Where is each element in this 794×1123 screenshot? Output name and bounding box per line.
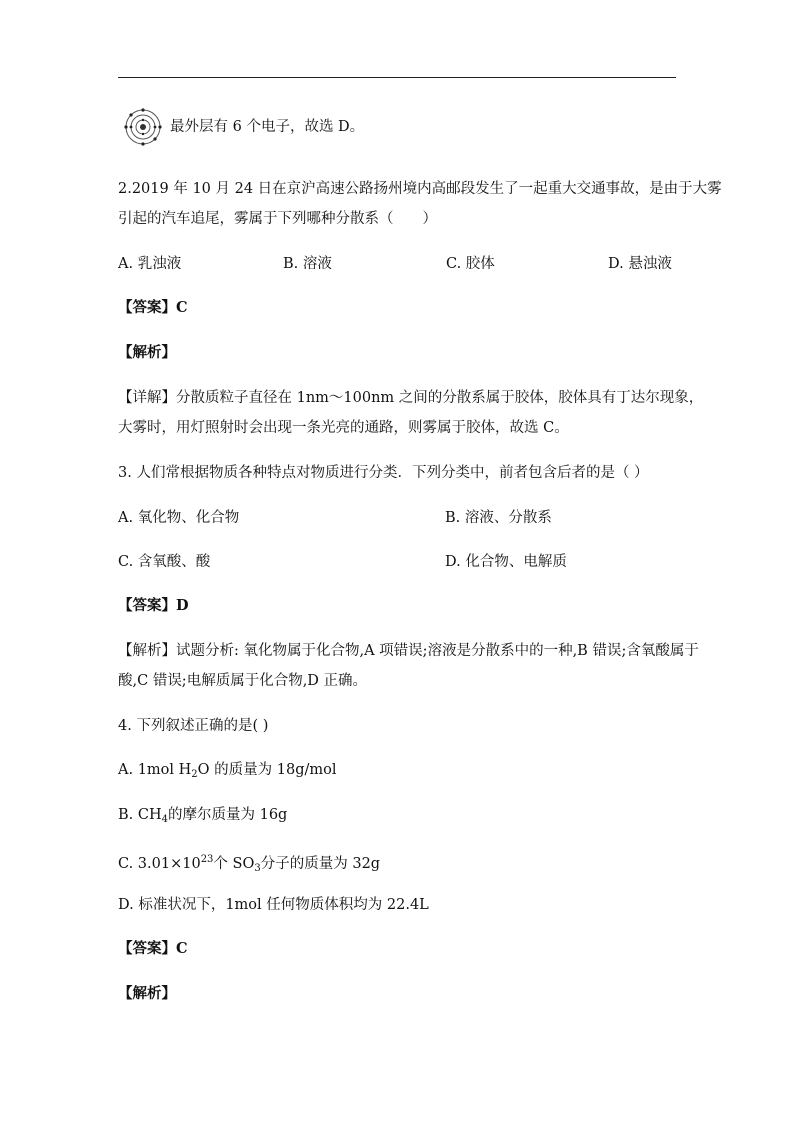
q3-analysis-line2: 酸,C 错误;电解质属于化合物,D 正确。 bbox=[118, 673, 368, 689]
q4-option-c: C. $3.01\times 10^{23}$个 $SO_3$分子的质量为 32g bbox=[118, 854, 381, 874]
q2-stem-line1: 2.2019 年 10 月 24 日在京沪高速公路扬州境内高邮段发生了一起重大交通事故，是由于大雾 bbox=[118, 181, 722, 197]
q2-option-a: A. 乳浊液 bbox=[118, 256, 182, 272]
q3-option-c: C. 含氧酸、酸 bbox=[118, 554, 211, 570]
q4-option-a: A. 1mol $H_2O$ 的质量为 18g/mol bbox=[118, 762, 337, 780]
q2-stem-line2: 引起的汽车追尾，雾属于下列哪种分散系（ ） bbox=[118, 211, 437, 227]
q2-answer: 【答案】C bbox=[118, 299, 188, 316]
q2-detail-line2: 大雾时，用灯照射时会出现一条光亮的通路，则雾属于胶体，故选 C。 bbox=[118, 420, 569, 436]
atom-structure-icon bbox=[124, 108, 162, 146]
q4-analysis-label: 【解析】 bbox=[118, 985, 176, 1002]
q2-option-b: B. 溶液 bbox=[283, 256, 332, 272]
q3-stem: 3. 人们常根据物质各种特点对物质进行分类．下列分类中，前者包含后者的是（ ） bbox=[118, 465, 649, 481]
q2-option-d: D. 悬浊液 bbox=[608, 256, 672, 272]
q3-option-d: D. 化合物、电解质 bbox=[445, 554, 567, 570]
q3-answer: 【答案】D bbox=[118, 597, 189, 614]
q4-option-b: B. $CH_4$的摩尔质量为 16g bbox=[118, 807, 288, 825]
q2-detail-line1: 【详解】分散质粒子直径在 1nm～100nm 之间的分散系属于胶体，胶体具有丁达尔现象， bbox=[118, 390, 704, 406]
q2-analysis-label: 【解析】 bbox=[118, 344, 176, 361]
atom-note: 最外层有 6 个电子，故选 D。 bbox=[170, 119, 365, 135]
q4-stem: 4. 下列叙述正确的是( ) bbox=[118, 718, 269, 734]
q4-answer: 【答案】C bbox=[118, 940, 188, 957]
header-rule bbox=[118, 77, 676, 78]
q2-option-c: C. 胶体 bbox=[446, 256, 495, 272]
q3-option-b: B. 溶液、分散系 bbox=[445, 510, 552, 526]
q3-analysis-line1: 【解析】试题分析: 氧化物属于化合物,A 项错误;溶液是分散系中的一种,B 错误;含氧酸属于 bbox=[118, 643, 699, 659]
q4-option-d: D. 标准状况下，1mol 任何物质体积均为 22.4L bbox=[118, 897, 429, 913]
q3-option-a: A. 氧化物、化合物 bbox=[118, 510, 240, 526]
